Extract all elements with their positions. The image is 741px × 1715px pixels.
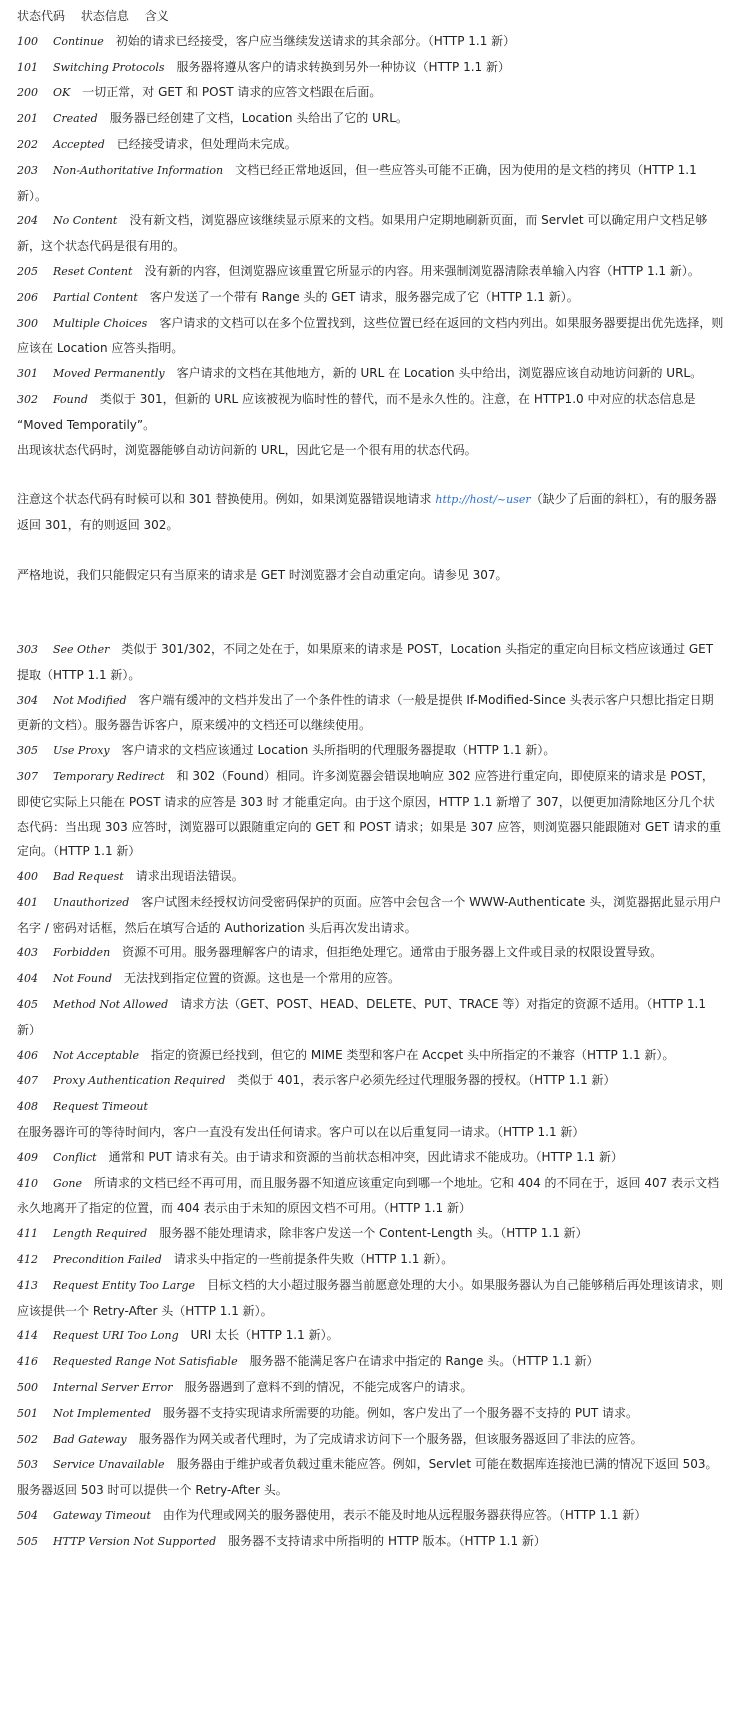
status-meaning: 所请求的文档已经不再可用，而且服务器不知道应该重定向到哪一个地址。它和 404 的不同在于，返回 407 表示文档永久地离开了指定的位置，而 404 表示由于未知的原因文档不可用。（HTTP 1.1 新） <box>17 1175 720 1216</box>
status-code: 411 <box>17 1227 38 1241</box>
status-row-203 <box>17 158 725 209</box>
status-code: 500 <box>17 1381 38 1395</box>
status-row-408 <box>17 1094 725 1145</box>
status-row-413 <box>17 1273 725 1324</box>
status-row-504 <box>17 1503 725 1529</box>
status-info: Method Not Allowed <box>53 998 169 1012</box>
status-info: Not Acceptable <box>53 1048 140 1062</box>
status-info: No Content <box>53 214 118 228</box>
status-meaning: 客户端有缓冲的文档并发出了一个条件性的请求（一般是提供 If-Modified-Since 头表示客户只想比指定日期更新的文档）。服务器告诉客户，原来缓冲的文档还可以继续使用。 <box>17 692 714 733</box>
status-code: 504 <box>17 1509 38 1523</box>
status-row-100 <box>17 29 725 55</box>
status-row-500 <box>17 1375 725 1401</box>
status-row-101 <box>17 55 725 81</box>
header-status-code: 状态代码 <box>17 9 66 23</box>
status-meaning: 服务器不支持请求中所指明的 HTTP 版本。（HTTP 1.1 新） <box>228 1533 546 1548</box>
status-code: 300 <box>17 316 38 330</box>
status-info: Not Modified <box>53 693 127 707</box>
status-code: 304 <box>17 693 38 707</box>
status-meaning: 没有新的内容，但浏览器应该重置它所显示的内容。用来强制浏览器清除表单输入内容（HTTP 1.1 新）。 <box>144 263 700 278</box>
status-meaning: 类似于 401，表示客户必须先经过代理服务器的授权。（HTTP 1.1 新） <box>237 1073 616 1088</box>
note-301-302 <box>17 487 725 538</box>
status-meaning: 服务器不能处理请求，除非客户发送一个 Content-Length 头。（HTTP 1.1 新） <box>159 1226 588 1241</box>
status-info: Found <box>53 392 88 406</box>
status-row-409 <box>17 1145 725 1171</box>
status-info: Proxy Authentication Required <box>53 1074 226 1088</box>
status-meaning: 客户试图未经授权访问受密码保护的页面。应答中会包含一个 WWW-Authenticate 头，浏览器据此显示用户名字 / 密码对话框，然后在填写合适的 Authorization 头后再次发出请求。 <box>17 894 722 935</box>
status-code: 202 <box>17 137 38 151</box>
status-row-303 <box>17 637 725 688</box>
table-header <box>17 4 725 29</box>
status-row-201 <box>17 106 725 132</box>
status-meaning: 在服务器许可的等待时间内，客户一直没有发出任何请求。客户可以在以后重复同一请求。（HTTP 1.1 新） <box>17 1125 585 1140</box>
status-code: 400 <box>17 870 38 884</box>
status-meaning: 没有新文档，浏览器应该继续显示原来的文档。如果用户定期地刷新页面，而 Servlet 可以确定用户文档足够新，这个状态代码是很有用的。 <box>17 213 708 254</box>
status-row-411 <box>17 1221 725 1247</box>
status-code: 401 <box>17 895 38 909</box>
status-meaning: 客户请求的文档应该通过 Location 头所指明的代理服务器提取（HTTP 1.1 新）。 <box>121 743 556 758</box>
status-code: 201 <box>17 112 38 126</box>
status-info: Switching Protocols <box>53 60 165 74</box>
status-meaning: 一切正常，对 GET 和 POST 请求的应答文档跟在后面。 <box>82 85 382 100</box>
status-code: 502 <box>17 1432 38 1446</box>
status-meaning: 服务器已经创建了文档，Location 头给出了它的 URL。 <box>109 111 408 126</box>
status-meaning: 服务器不能满足客户在请求中指定的 Range 头。（HTTP 1.1 新） <box>249 1354 599 1369</box>
status-row-406 <box>17 1043 725 1069</box>
example-url-link[interactable]: http://host/~user <box>435 493 531 507</box>
status-code: 206 <box>17 290 38 304</box>
status-code: 307 <box>17 769 38 783</box>
status-code: 501 <box>17 1406 38 1420</box>
status-meaning: 服务器遇到了意料不到的情况，不能完成客户的请求。 <box>184 1380 473 1395</box>
status-code: 414 <box>17 1329 38 1343</box>
header-status-info: 状态信息 <box>80 9 129 23</box>
status-code: 203 <box>17 163 38 177</box>
status-info: Multiple Choices <box>53 316 148 330</box>
status-row-503 <box>17 1452 725 1503</box>
status-code: 302 <box>17 392 38 406</box>
status-meaning: 通常和 PUT 请求有关。由于请求和资源的当前状态相冲突，因此请求不能成功。（HTTP 1.1 新） <box>108 1149 623 1164</box>
status-row-304 <box>17 688 725 739</box>
status-meaning: 客户请求的文档可以在多个位置找到，这些位置已经在返回的文档内列出。如果服务器要提出优先选择，则应该在 Location 应答头指明。 <box>17 315 724 356</box>
status-row-404 <box>17 966 725 992</box>
status-info: Precondition Failed <box>53 1253 162 1267</box>
status-meaning: 客户请求的文档在其他地方，新的 URL 在 Location 头中给出，浏览器应该自动地访问新的 URL。 <box>176 366 703 381</box>
status-info: Request Timeout <box>53 1100 148 1114</box>
status-meaning: 请求方法（GET、POST、HEAD、DELETE、PUT、TRACE 等）对指定的资源不适用。（HTTP 1.1 新） <box>17 997 706 1037</box>
status-info: Reset Content <box>53 264 133 278</box>
status-info: Request Entity Too Large <box>53 1278 196 1292</box>
status-info: Requested Range Not Satisfiable <box>53 1355 238 1369</box>
status-row-200 <box>17 80 725 106</box>
status-code: 503 <box>17 1458 38 1472</box>
status-meaning: 文档已经正常地返回，但一些应答头可能不正确，因为使用的是文档的拷贝（HTTP 1.1 新）。 <box>17 162 697 203</box>
header-meaning: 含义 <box>144 9 169 23</box>
status-row-416 <box>17 1349 725 1375</box>
status-info: See Other <box>53 642 110 656</box>
status-info: Internal Server Error <box>53 1381 173 1395</box>
status-meaning: 客户发送了一个带有 Range 头的 GET 请求，服务器完成了它（HTTP 1.1 新）。 <box>149 289 579 304</box>
status-row-407 <box>17 1068 725 1094</box>
status-meaning: 类似于 301，但新的 URL 应该被视为临时性的替代，而不是永久性的。注意，在 HTTP1.0 中对应的状态信息是 “Moved Temporatily”。 <box>17 391 696 432</box>
status-meaning: 服务器将遵从客户的请求转换到另外一种协议（HTTP 1.1 新） <box>176 59 510 74</box>
status-code: 416 <box>17 1355 38 1369</box>
status-meaning: 服务器不支持实现请求所需要的功能。例如，客户发出了一个服务器不支持的 PUT 请求。 <box>163 1405 638 1420</box>
status-info: Partial Content <box>53 290 138 304</box>
status-code: 200 <box>17 86 38 100</box>
status-info: Bad Gateway <box>53 1432 127 1446</box>
status-list-2xx-3xx <box>17 29 725 438</box>
status-row-401 <box>17 890 725 941</box>
status-info: Use Proxy <box>53 744 110 758</box>
status-meaning: 类似于 301/302，不同之处在于，如果原来的请求是 POST，Location 头指定的重定向目标文档应该通过 GET 提取（HTTP 1.1 新）。 <box>17 641 714 682</box>
status-row-405 <box>17 992 725 1043</box>
status-row-307 <box>17 764 725 864</box>
status-info: Moved Permanently <box>53 367 165 381</box>
status-meaning: 已经接受请求，但处理尚未完成。 <box>116 136 297 151</box>
status-row-501 <box>17 1401 725 1427</box>
status-row-414 <box>17 1323 725 1349</box>
status-code: 100 <box>17 34 38 48</box>
status-code: 409 <box>17 1150 38 1164</box>
status-code: 413 <box>17 1278 38 1292</box>
status-meaning: 请求出现语法错误。 <box>135 869 244 884</box>
status-meaning: 由作为代理或网关的服务器使用，表示不能及时地从远程服务器获得应答。（HTTP 1.1 新） <box>162 1508 647 1523</box>
status-code: 405 <box>17 998 38 1012</box>
status-meaning: 服务器由于维护或者负载过重未能应答。例如，Servlet 可能在数据库连接池已满的情况下返回 503。服务器返回 503 时可以提供一个 Retry-After 头。 <box>17 1457 718 1498</box>
status-code: 407 <box>17 1074 38 1088</box>
status-info: Gateway Timeout <box>53 1509 151 1523</box>
status-meaning: URI 太长（HTTP 1.1 新）。 <box>190 1328 339 1343</box>
status-row-403 <box>17 940 725 966</box>
status-row-205 <box>17 259 725 285</box>
status-row-400 <box>17 864 725 890</box>
status-code: 406 <box>17 1048 38 1062</box>
status-meaning: 资源不可用。服务器理解客户的请求，但拒绝处理它。通常由于服务器上文件或目录的权限设置导致。 <box>122 945 663 960</box>
status-meaning: 无法找到指定位置的资源。这也是一个常用的应答。 <box>124 971 401 986</box>
status-info: Non-Authoritative Information <box>53 163 224 177</box>
note-strict-get: 严格地说，我们只能假定只有当原来的请求是 GET 时浏览器才会自动重定向。请参见 307。 <box>17 567 508 582</box>
status-meaning: 初始的请求已经接受，客户应当继续发送请求的其余部分。（HTTP 1.1 新） <box>115 33 516 48</box>
status-info: Service Unavailable <box>53 1458 165 1472</box>
status-meaning: 服务器作为网关或者代理时，为了完成请求访问下一个服务器，但该服务器返回了非法的应答。 <box>138 1431 643 1446</box>
note-auto-redirect: 出现该状态代码时，浏览器能够自动访问新的 URL，因此它是一个很有用的状态代码。 <box>17 442 477 457</box>
status-row-202 <box>17 132 725 158</box>
status-meaning: 和 302（Found）相同。许多浏览器会错误地响应 302 应答进行重定向，即使原来的请求是 POST，即使它实际上只能在 POST 请求的应答是 303 时 才能重定向。由于这个原因，HTTP 1.1 新增了 307，以便更加清除地区分几个状态代码：当出现 303 应答时，浏览器可以跟随重定向的 GET 和 POST 请求；如果是 307 应答，则浏览器只能跟随对 GET 请求的重定向。（HTTP 1.1 新） <box>17 768 722 859</box>
status-code: 205 <box>17 264 38 278</box>
status-code: 505 <box>17 1534 38 1548</box>
status-row-300 <box>17 311 725 362</box>
status-code: 408 <box>17 1100 38 1114</box>
status-info: OK <box>53 86 71 100</box>
status-row-204 <box>17 208 725 259</box>
status-row-305 <box>17 738 725 764</box>
status-row-502 <box>17 1427 725 1453</box>
status-code: 403 <box>17 946 38 960</box>
status-info: Not Found <box>53 972 113 986</box>
status-meaning: 指定的资源已经找到，但它的 MIME 类型和客户在 Accpet 头中所指定的不兼容（HTTP 1.1 新）。 <box>151 1047 675 1062</box>
note-301-302-before: 注意这个状态代码有时候可以和 301 替换使用。例如，如果浏览器错误地请求 <box>17 492 436 507</box>
status-row-505 <box>17 1529 725 1555</box>
status-info: Length Required <box>53 1227 148 1241</box>
status-code: 305 <box>17 744 38 758</box>
status-info: Request URI Too Long <box>53 1329 179 1343</box>
status-code: 412 <box>17 1253 38 1267</box>
status-info: Created <box>53 112 98 126</box>
status-row-412 <box>17 1247 725 1273</box>
status-info: Accepted <box>53 137 105 151</box>
status-info: Not Implemented <box>53 1406 152 1420</box>
status-list-303-505 <box>17 637 725 1555</box>
status-info: Temporary Redirect <box>53 769 165 783</box>
status-code: 410 <box>17 1176 38 1190</box>
status-info: HTTP Version Not Supported <box>53 1534 217 1548</box>
status-row-410 <box>17 1171 725 1222</box>
status-code: 303 <box>17 642 38 656</box>
status-info: Continue <box>53 34 104 48</box>
status-info: Forbidden <box>53 946 111 960</box>
status-row-302 <box>17 387 725 438</box>
status-meaning: 目标文档的大小超过服务器当前愿意处理的大小。如果服务器认为自己能够稍后再处理该请求，则应该提供一个 Retry-After 头（HTTP 1.1 新）。 <box>17 1277 724 1318</box>
note-301-302-after: （缺少了后面的斜杠），有的服务器返回 301，有的则返回 302。 <box>17 492 717 532</box>
status-code: 301 <box>17 367 38 381</box>
status-code: 204 <box>17 214 38 228</box>
status-info: Conflict <box>53 1150 97 1164</box>
status-code: 101 <box>17 60 38 74</box>
status-meaning: 请求头中指定的一些前提条件失败（HTTP 1.1 新）。 <box>173 1252 454 1267</box>
status-info: Bad Request <box>53 870 124 884</box>
status-info: Gone <box>53 1176 83 1190</box>
status-code: 404 <box>17 972 38 986</box>
status-info: Unauthorized <box>53 895 130 909</box>
status-row-301 <box>17 361 725 387</box>
status-row-206 <box>17 285 725 311</box>
